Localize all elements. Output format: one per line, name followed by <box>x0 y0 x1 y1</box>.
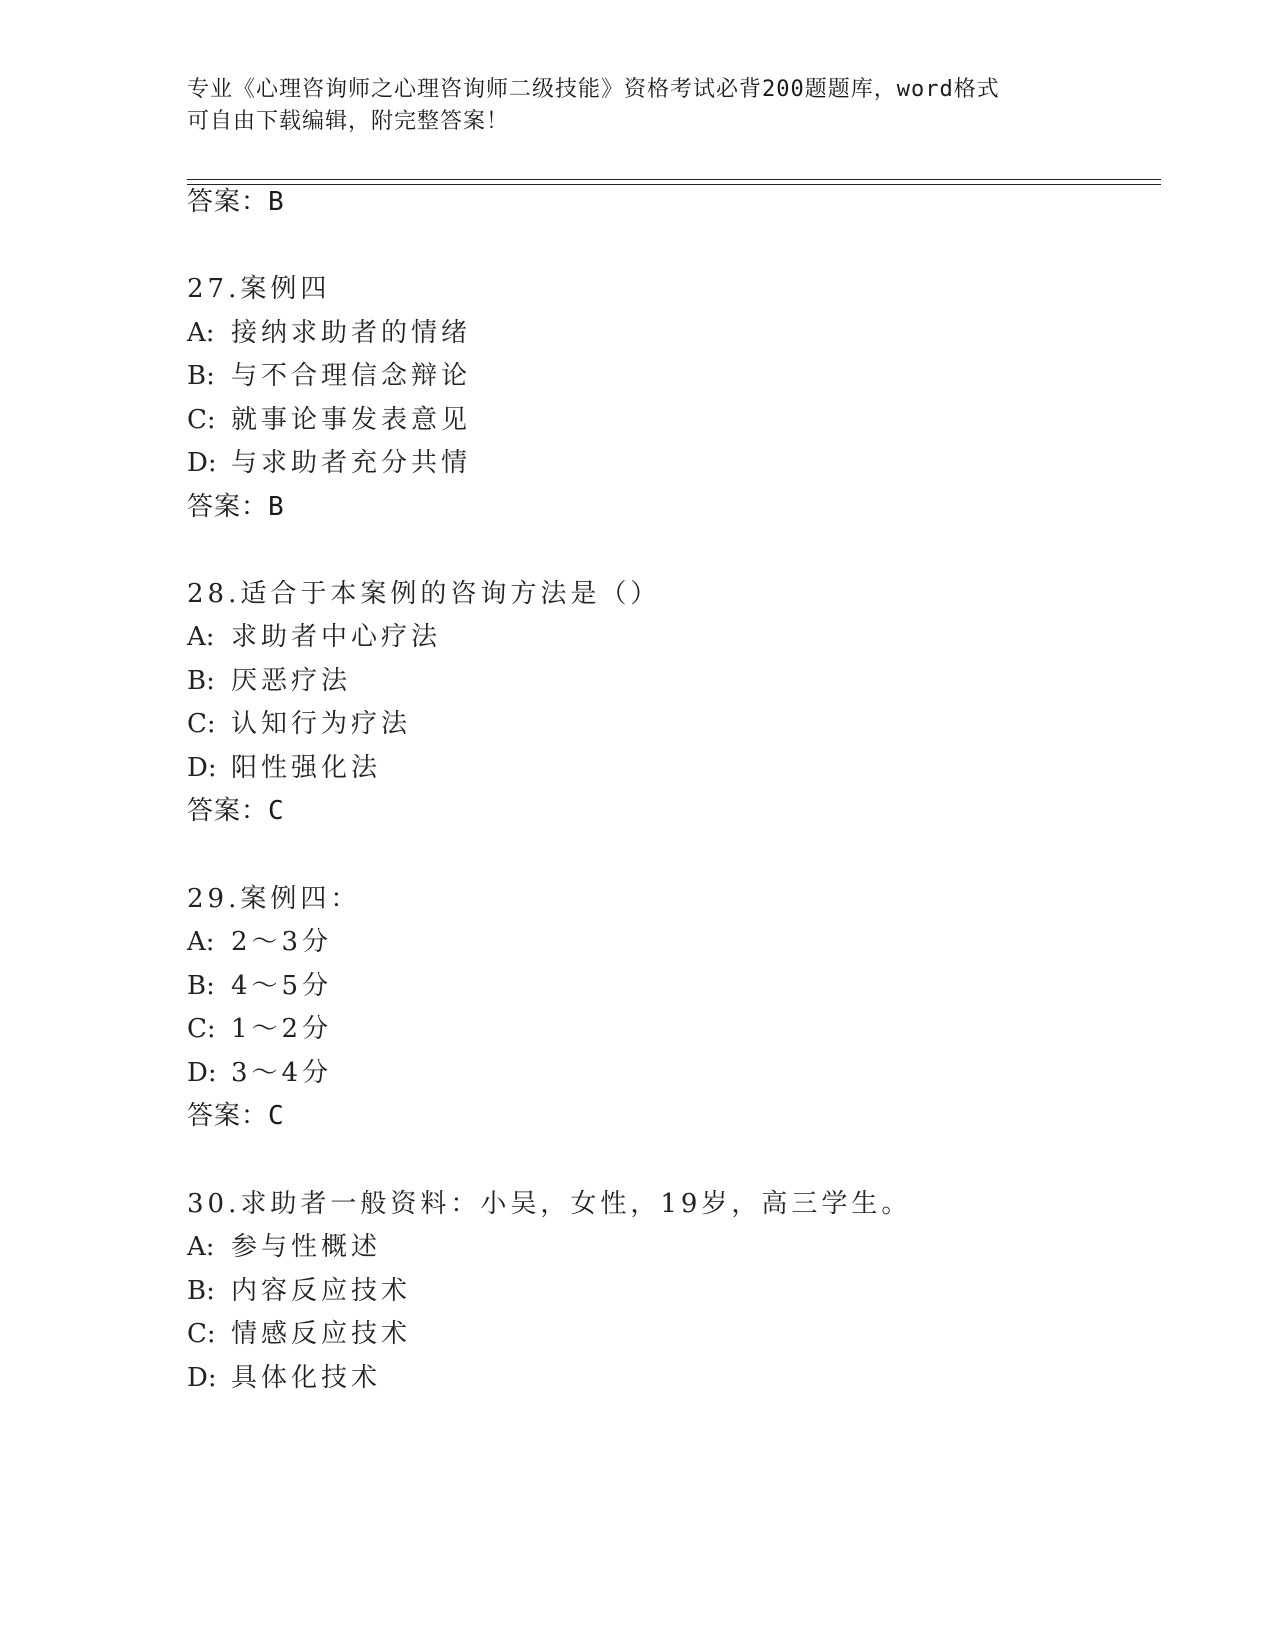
question-stem: 30.求助者一般资料：小吴，女性，19岁，高三学生。 <box>187 1189 912 1219</box>
option-text: 认知行为疗法 <box>231 709 412 739</box>
option-key: A: <box>187 318 215 348</box>
header-line-1: 专业《心理咨询师之心理咨询师二级技能》资格考试必背200题题库，word格式 <box>187 77 1000 102</box>
option-key: A: <box>187 622 215 652</box>
answer-line: 答案：B <box>187 187 285 217</box>
option-key: D: <box>187 1363 217 1393</box>
option-text: 接纳求助者的情绪 <box>231 318 472 348</box>
option-text: 情感反应技术 <box>231 1319 412 1349</box>
option-text: 阳性强化法 <box>231 753 382 783</box>
answer-line: 答案：C <box>187 1101 285 1131</box>
question-stem: 29.案例四： <box>187 884 361 914</box>
header-line-2: 可自由下载编辑，附完整答案！ <box>187 109 510 134</box>
option-text: 与不合理信念辩论 <box>231 361 472 391</box>
answer-line: 答案：B <box>187 492 285 522</box>
option-b <box>187 360 471 392</box>
option-text: 求助者中心疗法 <box>231 622 442 652</box>
option-a <box>187 1231 381 1263</box>
option-key: B: <box>187 666 215 696</box>
option-key: D: <box>187 448 217 478</box>
option-key: B: <box>187 361 215 391</box>
option-a <box>187 926 332 958</box>
option-text: 1～2分 <box>231 1014 333 1044</box>
option-c <box>187 708 411 740</box>
question-stem: 28.适合于本案例的咨询方法是（） <box>187 579 661 609</box>
option-key: B: <box>187 1276 215 1306</box>
option-key: C: <box>187 1014 216 1044</box>
option-d <box>187 1362 381 1394</box>
option-key: C: <box>187 405 216 435</box>
option-key: C: <box>187 709 216 739</box>
option-a <box>187 621 441 653</box>
question-stem: 27.案例四 <box>187 274 331 304</box>
option-text: 3～4分 <box>231 1058 333 1088</box>
option-text: 参与性概述 <box>231 1232 382 1262</box>
option-a <box>187 317 471 349</box>
option-key: B: <box>187 971 215 1001</box>
option-b <box>187 1275 411 1307</box>
option-c <box>187 404 471 436</box>
header-divider-bottom <box>187 184 1161 185</box>
option-c <box>187 1318 411 1350</box>
document-header <box>187 74 1087 138</box>
option-b <box>187 970 332 1002</box>
option-key: C: <box>187 1319 216 1349</box>
option-key: D: <box>187 1058 217 1088</box>
option-d <box>187 1057 332 1089</box>
option-key: A: <box>187 1232 215 1262</box>
option-key: A: <box>187 927 215 957</box>
option-text: 4～5分 <box>231 971 333 1001</box>
header-divider-top <box>187 179 1161 180</box>
answer-line: 答案：C <box>187 796 285 826</box>
option-key: D: <box>187 753 217 783</box>
option-text: 2～3分 <box>231 927 333 957</box>
option-b <box>187 665 351 697</box>
option-text: 内容反应技术 <box>231 1276 412 1306</box>
option-text: 与求助者充分共情 <box>231 448 472 478</box>
option-text: 就事论事发表意见 <box>231 405 472 435</box>
option-d <box>187 752 381 784</box>
option-text: 具体化技术 <box>231 1363 382 1393</box>
option-c <box>187 1013 332 1045</box>
option-d <box>187 447 471 479</box>
option-text: 厌恶疗法 <box>231 666 352 696</box>
